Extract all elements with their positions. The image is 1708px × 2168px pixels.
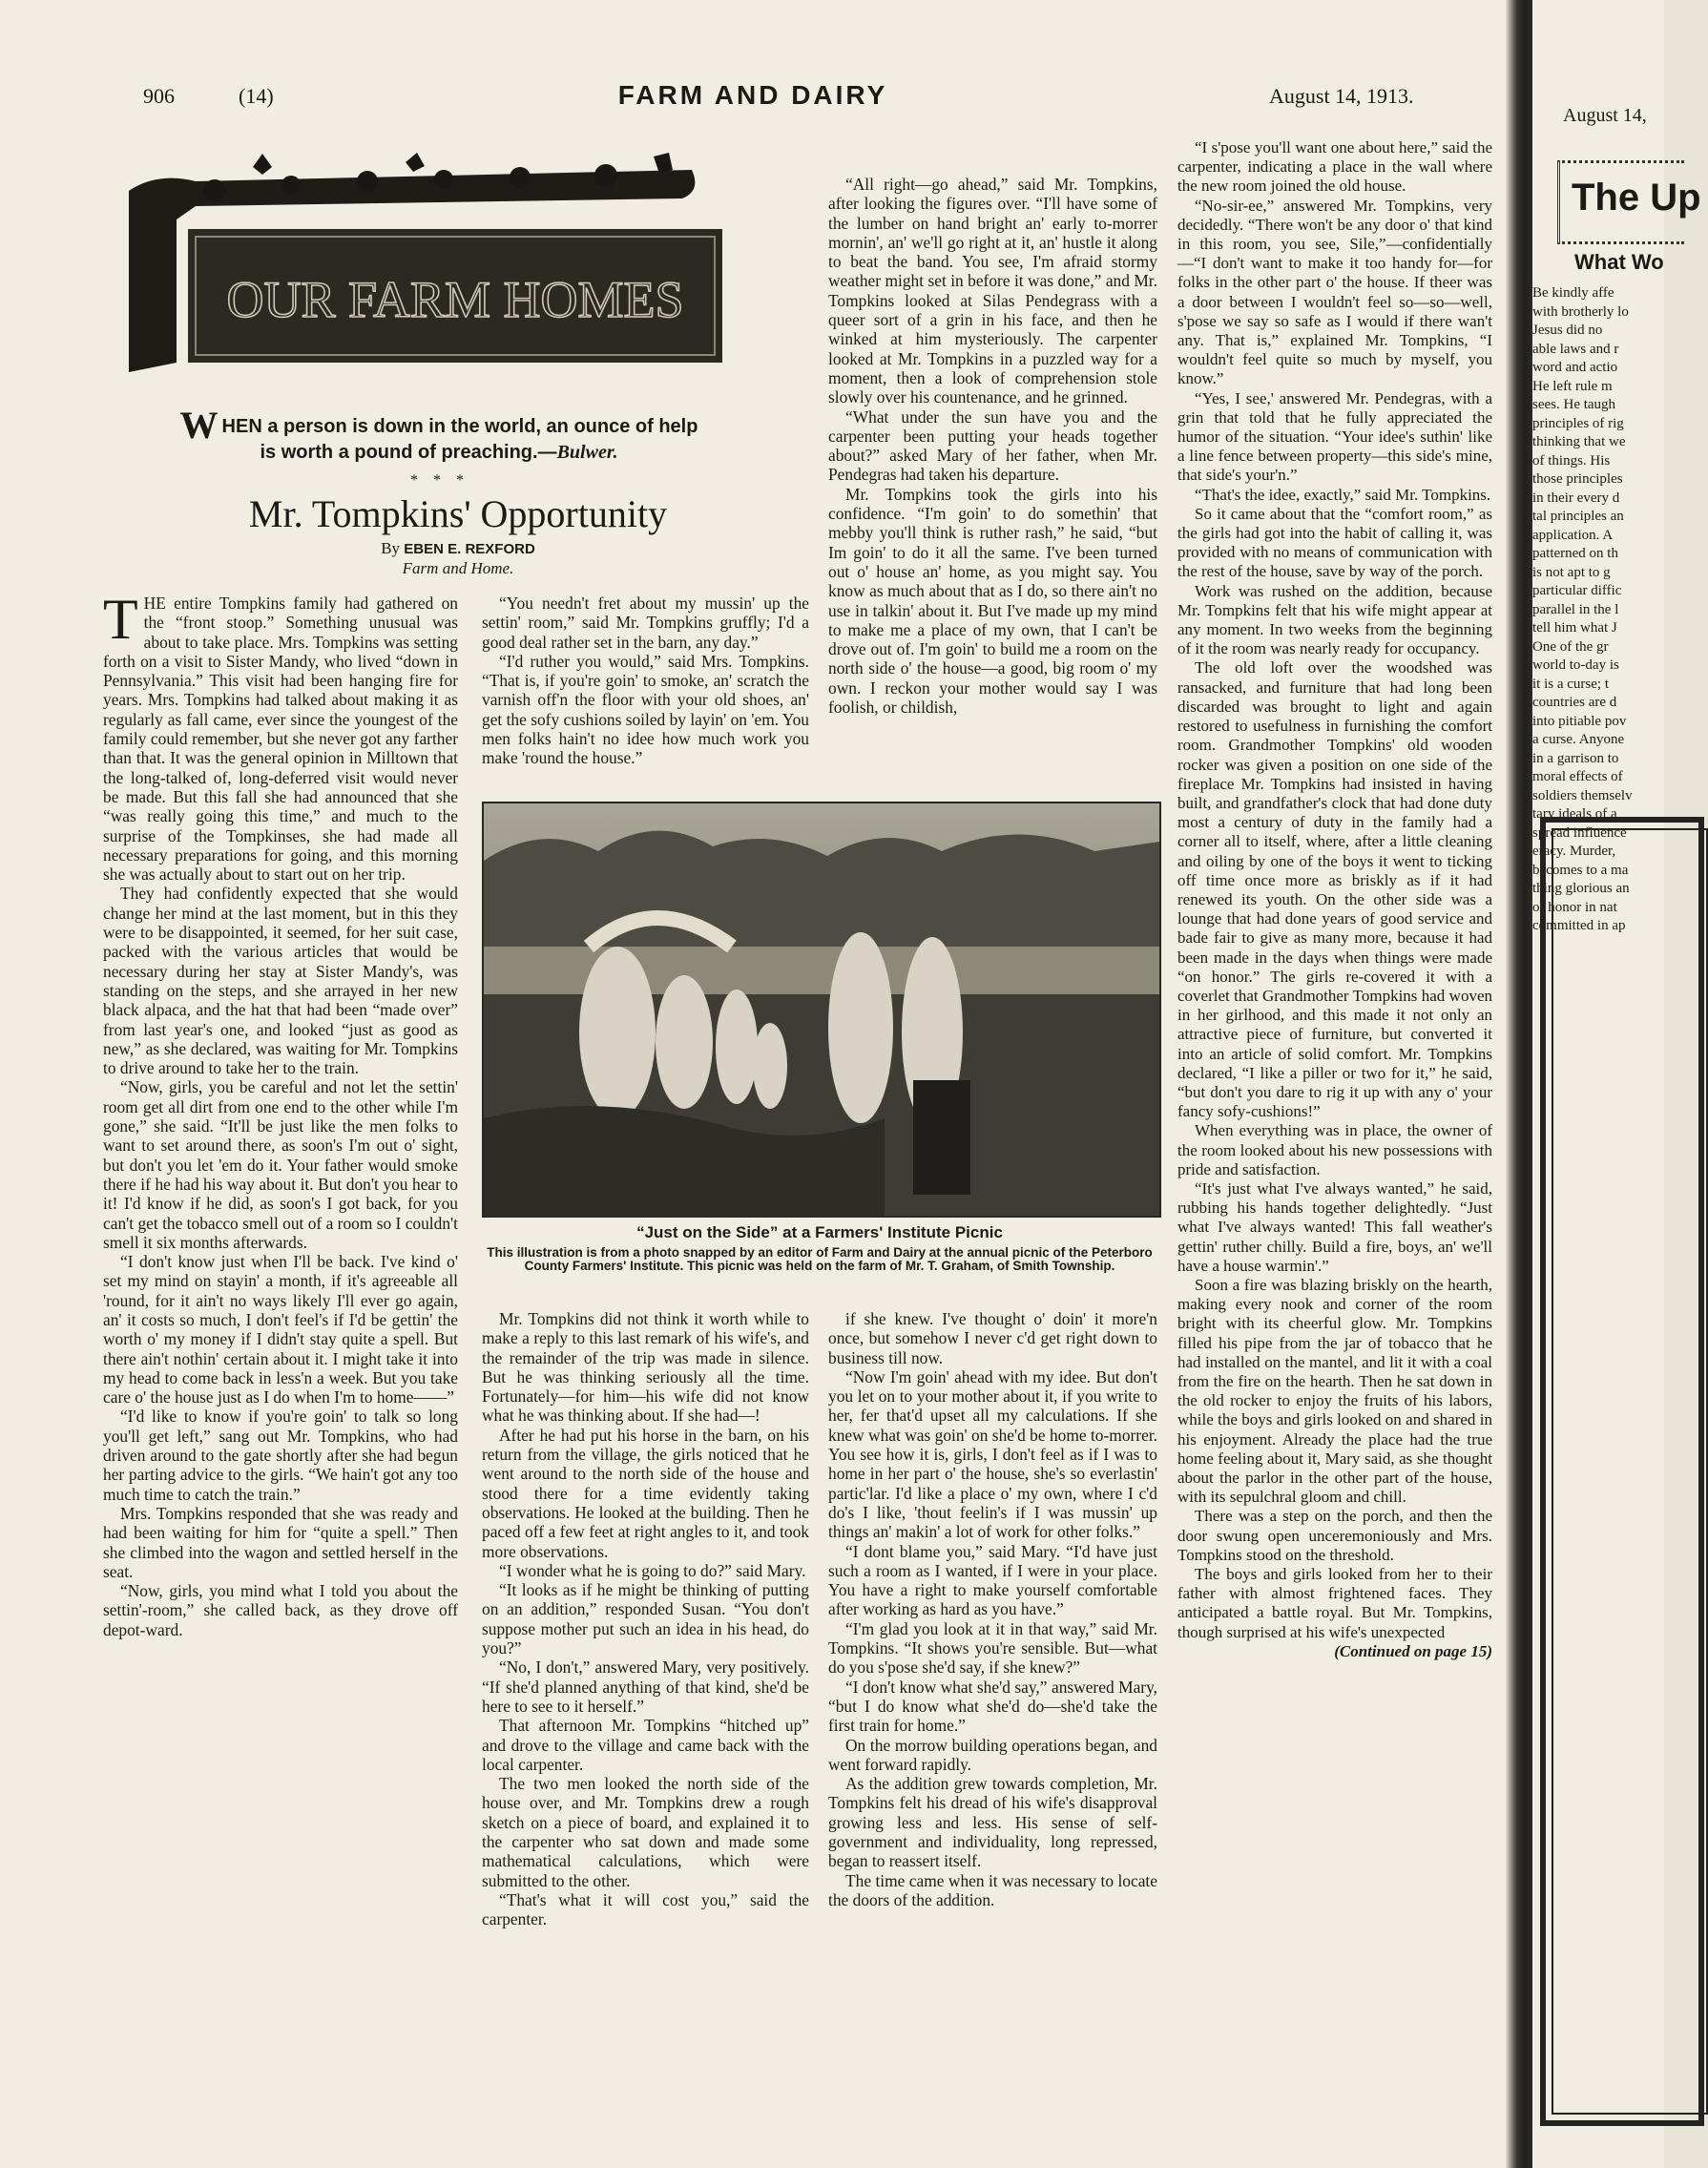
masthead: FARM AND DAIRY (617, 80, 888, 110)
article-column-4 (1177, 138, 1492, 1661)
paragraph: Work was rushed on the addition, because Mr. Tompkins felt that his wife might appear at any moment. In two weeks from the beginning of it the room was nearly ready for occupancy. (1177, 581, 1492, 658)
paragraph: “Now, girls, you mind what I told you about the settin'-room,” she called back, as they drove off depot-ward. (103, 1581, 458, 1639)
facing-page-heading-box: The Up (1557, 160, 1684, 244)
facing-page-line: He left rule m (1532, 378, 1613, 394)
section-divider: * * * (410, 472, 469, 489)
facing-page-line: moral effects of (1532, 769, 1623, 784)
facing-page-date: August 14, (1563, 105, 1647, 126)
paragraph: “Now I'm goin' ahead with my idee. But don't you let on to your mother about it, if you write to her, fer that'd upset all my calculations. If she knew what was goin' on she'd be home to-morrer. You see how it is, girls, I don't feel as if I was to home in her part o' the house, she's so everlastin' partic'lar. I'd like a place o' my own, where I c'd do's I like, 'thout feelin's if I was mussin' up things an' makin' a lot of work for other folks.” (828, 1366, 1157, 1542)
facing-page-line: Jesus did no (1532, 323, 1603, 338)
paragraph: Mr. Tompkins took the girls into his confidence. “I'm goin' to do somethin' that mebby you'll think is ruther rash,” he said, “but Im goin' to do it all the same. I've been turned out o' house an' home, as you might say. You know as much about that as I do, so there ain't no use in talkin' about it. But I've made up my mind to make me a place of my own, that I can't be drove out of. I'm goin' to build me a room on the north side o' the house—a good, big room o' my own. I reckon your mother would say I was foolish, or childish, (828, 484, 1157, 718)
facing-page-line: in their every d (1532, 490, 1620, 506)
facing-page-line: One of the gr (1532, 638, 1609, 655)
facing-page-line: countries are d (1532, 695, 1617, 710)
binding-gutter (1506, 0, 1532, 2168)
paragraph: Mr. Tompkins did not think it worth while to make a reply to this last remark of his wife's, and the remainder of the trip was made in silence. But he was thinking seriously all the time. Fortunately—for him—his wife did not know what he was thinking about. If she had—! (482, 1309, 809, 1426)
facing-page-line: is not apt to g (1532, 564, 1611, 580)
paragraph: So it came about that the “comfort room,” as the girls had got into the habit of calling it, was provided with no means of communication with the rest of the house, save by way of the porch. (1177, 504, 1492, 581)
paragraph: “All right—go ahead,” said Mr. Tompkins, after looking the figures over. “I'll have some of the lumber on hand bright an' early to-morrer mornin', an' we'll go right at it, an' hustle it along to beat the band. You see, I'm afraid stormy weather might set in before it was done,” and Mr. Tompkins looked at Silas Pendegrass with a queer sort of a grin in his face, and then he winked at him mysteriously. The carpenter looked at Mr. Tompkins in a puzzled way for a moment, then a look of comprehension stole slowly over his countenance, and he grinned. (828, 175, 1157, 407)
paragraph: “Now, girls, you be careful and not let the settin' room get all dirt from one end to the other while I'm gone,” she said. “It'll be just like the men folks to want to set around there, as soon's I'm out o' sight, but don't you let 'em do it. Your father would smoke there if he had his way about it. But don't you hear to it! I'd know if he did, as soon's I got back, for you can't get the tobacco smell out of a room so I couldn't smell it six months afterwards. (103, 1077, 458, 1252)
photo-title: “Just on the Side” at a Farmers' Institute Picnic (636, 1223, 1003, 1241)
facing-page-line: eracy. Murder, (1532, 844, 1616, 859)
paragraph: “That's the idee, exactly,” said Mr. Tompkins. (1195, 485, 1491, 504)
facing-page-line: it is a curse; t (1532, 676, 1609, 692)
facing-page-line: Be kindly affe (1532, 285, 1614, 301)
article-column-2-bottom (482, 1309, 809, 1929)
paragraph: “I don't know just when I'll be back. I've kind o' set my mind on stayin' a month, if it's agreeable all 'round, for it ain't no ways likely I'll ever go again, an' it costs so much, I don't feel's if I'd be gettin' the worth o' my money if I didn't stay quite a spell. But there ain't nothin' certain about it. I might take it into my head to come back in less'n a week. But you take care o' the house just as I do when I'm to home——” (103, 1252, 458, 1407)
byline: By EBEN E. REXFORD (381, 539, 535, 557)
article-title: Mr. Tompkins' Opportunity (248, 492, 668, 535)
facing-page-line: with brotherly lo (1532, 303, 1629, 320)
running-header (0, 80, 1506, 122)
section-number: (14) (239, 84, 274, 108)
paragraph: “It's just what I've always wanted,” he said, rubbing his hands together delightedly. “Just what I've always wanted! This fall weather's gettin' ruther chilly. Build a fire, boys, an' we'll have a house warmin'.” (1177, 1178, 1492, 1275)
article-column-1 (103, 588, 458, 1639)
facing-page-line: world to-day is (1532, 657, 1619, 673)
paragraph: “Yes, I see,' answered Mr. Pendegras, with a grin that told that he fully appreciated the humor of the situation. “Your idee's suthin' like a line fence between property—this side's mine, that side's your'n.” (1177, 388, 1492, 485)
paragraph: The old loft over the woodshed was ransacked, and furniture that had long been discarded was brought to light and again restored to usefulness in furnishing the comfort room. Grandmother Tompkins' old wooden rocker was given a position on one side of the fireplace Mr. Tompkins had insisted in having built, and grandfather's clock that had done duty most a century of duty in the family had a corner all to itself, where, after a little cleaning and oiling by one of the boys it went to ticking off time once more as briskly as if it had renewed its youth. On the other side was a lounge that had done years of good service and bade fair to give as many more, because it had been made in the days when things were made “on honor.” The girls re-covered it with a coverlet that Grandmother Tompkins had woven in her girlhood, and this made it not only an attractive piece of furniture, but converted it into an article of solid comfort. Mr. Tompkins declared, “I like a piller or two for it,” he said, “but don't you dare to rig it up with any o' your fancy sofy-cushions!” (1177, 658, 1492, 1121)
facing-page (1532, 0, 1701, 2168)
paragraph: “No, I don't,” answered Mary, very positively. “If she'd planned anything of that kind, she'd be here to see to it herself.” (482, 1657, 809, 1716)
picnic-photograph (482, 802, 1161, 1218)
page-number: 906 (143, 84, 175, 108)
facing-page-line: tell him what J (1532, 620, 1617, 636)
facing-page-line: thing glorious an (1532, 881, 1630, 896)
paragraph: “I dont blame you,” said Mary. “I'd have just such a room as I wanted, if I were in your place. You have a right to make yourself comfortable after working as hard as you have.” (828, 1541, 1157, 1619)
facing-page-line: in a garrison to (1532, 750, 1619, 766)
article-column-3-top (828, 175, 1157, 717)
our-farm-homes-sign-illustration (119, 153, 730, 391)
paragraph: On the morrow building operations began, and went forward rapidly. (828, 1735, 1157, 1774)
facing-page-line: becomes to a ma (1532, 862, 1629, 878)
facing-page-line: principles of rig (1532, 415, 1624, 431)
facing-page-line: tary ideals of a (1532, 806, 1617, 822)
article-column-3-bottom (828, 1309, 1157, 1909)
paragraph: When everything was in place, the owner of the room looked about his new possessions with pride and satisfaction. (1177, 1121, 1492, 1178)
facing-page-line: tal principles an (1532, 509, 1624, 524)
paragraph: “You needn't fret about my mussin' up the settin' room,” said Mr. Tompkins gruffly; I'd a good deal rather set in the barn, any day.” (482, 594, 809, 652)
facing-page-line: committed in ap (1532, 918, 1626, 933)
photo-caption: This illustration is from a photo snapped by an editor of Farm and Dairy at the annual picnic of the Peterboro County Farmers' Institute. This picnic was held on the farm of Mr. T. Graham, of Smith Township. (487, 1245, 1153, 1273)
drop-cap: T (103, 588, 138, 651)
facing-page-line: sees. He taugh (1532, 397, 1616, 412)
paragraph: “That's what it will cost you,” said the carpenter. (482, 1889, 809, 1929)
facing-page-line: thinking that we (1532, 434, 1626, 449)
facing-page-line: those principles (1532, 471, 1623, 487)
source-credit: Farm and Home. (402, 559, 514, 577)
paragraph: “I s'pose you'll want one about here,” said the carpenter, indicating a place in the wall where the new room joined the old house. (1177, 138, 1492, 196)
facing-page-line: particular diffic (1532, 583, 1622, 598)
facing-page-line: able laws and r (1532, 341, 1619, 357)
facing-page-line: soldiers themselv (1532, 787, 1633, 803)
paragraph: After he had put his horse in the barn, on his return from the village, the girls noticed that he went around to the north side of the house and stood there for a time evidently taking observations. He looked at the building. Then he paced off a few feet at right angles to it, and took more observations. (482, 1425, 809, 1561)
facing-page-line: spread influence (1532, 824, 1627, 841)
paragraph: “I'm glad you look at it in that way,” said Mr. Tompkins. “It shows you're sensible. But—what do you s'pose she'd say, if she knew?” (828, 1618, 1157, 1678)
paragraph: That afternoon Mr. Tompkins “hitched up” and drove to the village and came back with the local carpenter. (482, 1716, 809, 1774)
paragraph: Mrs. Tompkins responded that she was ready and had been waiting for him for “quite a spell.” Then she climbed into the wagon and settled herself in the seat. (103, 1503, 458, 1581)
paragraph: “What under the sun have you and the carpenter been putting your heads together about?” asked Mary of her father, when Mr. Pendegras had taken his departure. (828, 406, 1157, 485)
facing-page-line: into pitiable pov (1532, 713, 1627, 729)
paragraph: if she knew. I've thought o' doin' it more'n once, but somehow I never c'd get right down to business till now. (828, 1309, 1157, 1367)
continued-note: (Continued on page 15) (1334, 1641, 1492, 1660)
paragraph: Soon a fire was blazing briskly on the hearth, making every nook and corner of the room bright with its cheerful glow. Mr. Tompkins filled his pipe from the jar of tobacco that he had installed on the mantel, and lit it with a coal from the fire on the hearth. Then he sat down in the old rocker to enjoy the fruits of his labors, while the boys and girls looked on and shared in his enjoyment. Already the place had the true home feeling about it, Mary said, as she thought about the parlor in the other part of the house, with its sepulchral gloom and chill. (1177, 1275, 1492, 1507)
facing-page-line: a curse. Anyone (1532, 732, 1625, 747)
paragraph: “I don't know what she'd say,” answered Mary, “but I do know what she'd do—she'd take the first train for home.” (828, 1677, 1157, 1736)
paragraph: “I wonder what he is going to do?” said Mary. (499, 1560, 806, 1580)
facing-page-line: patterned on th (1532, 546, 1618, 561)
paragraph: The boys and girls looked from her to their father with almost frightened faces. They anticipated a battle royal. But Mr. Tompkins, though surprised at his wife's unexpected (1177, 1565, 1492, 1641)
article-column-2-top (482, 594, 809, 768)
paragraph: THE entire Tompkins family had gathered on the “front stoop.” Something unusual was about to take place. Mrs. Tompkins was setting forth on a visit to Sister Mandy, who lived “down in Pennsylvania.” This visit had been hanging fire for years. Mrs. Tompkins had talked about making it as regularly as fall came, ever since the youngest of the family could remember, but she never got any farther than that. It was the general opinion in Milltown that the long-talked of, long-deferred visit would never be made. But this fall she had announced that she “was really going this time,” and much to the surprise of the Tompkinses, she had made all necessary preparations for going, and this morning she was actually about to start out on her trip. (103, 588, 458, 885)
paragraph: “I'd like to know if you're goin' to talk so long you'll get left,” sang out Mr. Tompkins, who had driven around to the gate shortly after she had begun her parting advice to the girls. “We hain't got any too much time to catch the train.” (103, 1407, 458, 1504)
sign-text: OUR FARM HOMES (226, 271, 684, 328)
facing-page-line: parallel in the l (1532, 601, 1619, 617)
advertisement-frame (1540, 817, 1704, 2126)
facing-page-line: of things. His (1532, 452, 1611, 469)
paragraph: The two men looked the north side of the house over, and Mr. Tompkins drew a rough sketch on a piece of board, and explained it to the carpenter who sat down and made some mathematical calculations, which were submitted to the other. (482, 1774, 809, 1890)
paragraph: “It looks as if he might be thinking of putting on an addition,” responded Susan. “You don't suppose mother put such an idea in his head, do you?” (482, 1580, 809, 1658)
facing-page-line: of honor in nat (1532, 899, 1617, 915)
paragraph: They had confidently expected that she would change her mind at the last moment, but in this they were to be disappointed, it seemed, for her suit case, packed with the various articles that would be necessary during her stay at Sister Mandy's, was standing on the steps, and she arrayed in her new black alpaca, and the hat that had been “made over” from last year's one, and looked “just as good as new,” as she declared, was waiting for Mr. Tompkins to drive around to take her to the train. (103, 884, 458, 1078)
facing-page-line: word and actio (1532, 360, 1618, 375)
paragraph: As the addition grew towards completion, Mr. Tompkins felt his dread of his wife's disapproval growing less and less. His sense of self-government and individuality, long repressed, began to reassert itself. (828, 1774, 1157, 1871)
epigraph: WHEN a person is down in the world, an ounce of help is worth a pound of preaching.—Bulwer. (179, 404, 698, 463)
issue-date: August 14, 1913. (1269, 84, 1414, 108)
paragraph: “No-sir-ee,” answered Mr. Tompkins, very decidedly. “There won't be any door o' that kind in this room, you see, Sile,”—confidentially—“I don't want to make it too handy for—for folks in the other part o' the house. If theer was a door between I wouldn't feel so—so—well, s'pose we say so safe as I would if there wan't any. That is,” explained Mr. Tompkins, “I wouldn't feel quite so much by myself, you know.” (1177, 196, 1492, 388)
paragraph: The time came when it was necessary to locate the doors of the addition. (828, 1870, 1157, 1909)
paragraph: There was a step on the porch, and then the door swung open unceremoniously and Mrs. Tompkins stood on the threshold. (1177, 1507, 1492, 1564)
facing-page-line: application. A (1532, 527, 1614, 543)
facing-page-subhead: What Wo (1574, 250, 1664, 274)
paragraph: “I'd ruther you would,” said Mrs. Tompkins. “That is, if you're goin' to smoke, an' scratch the varnish off'n the floor with your old shoes, an' get the sofy cushions soiled by layin' on 'em. You men folks hain't no idee how much work you make 'round the house.” (482, 651, 809, 768)
